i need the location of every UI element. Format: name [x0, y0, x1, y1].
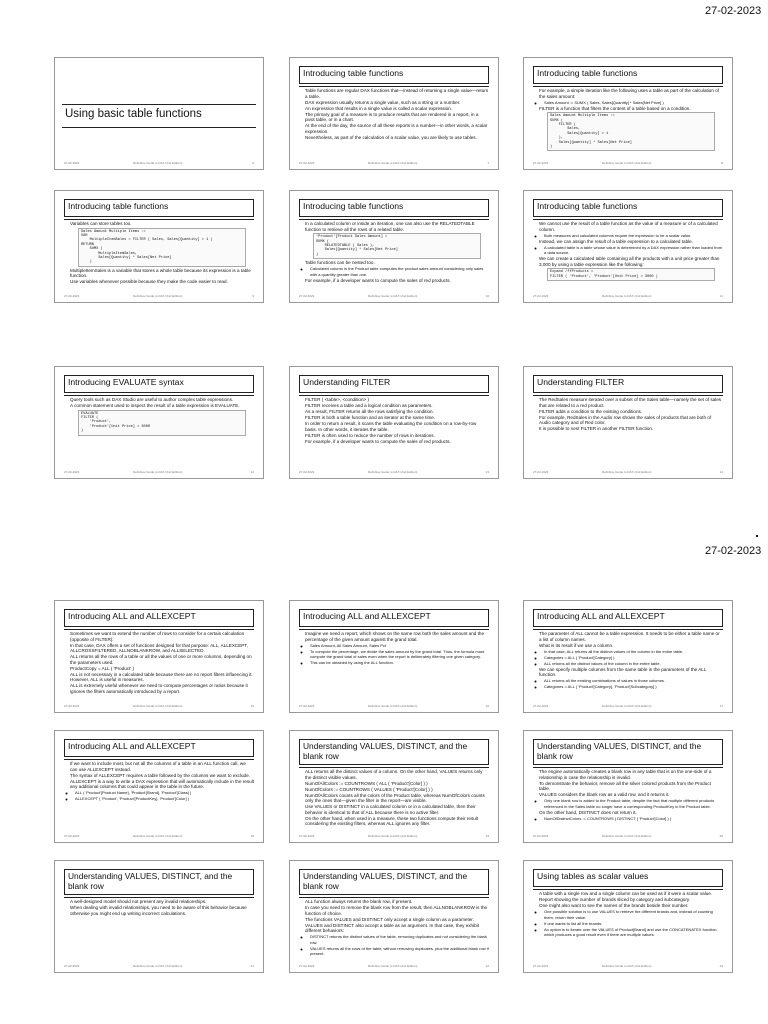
footer-book: Definitive Guide to DAX (2nd Edition) — [368, 470, 418, 474]
footer-page-number: 10 — [485, 294, 489, 298]
slide-thumbnail[interactable] — [289, 730, 499, 843]
code-block: 'Product'[Product Sales Amount] = SUMX ( RELATEDTABLE ( Sales ), Sales[Quantity] * Sales[Net Price] ) — [313, 233, 481, 259]
slide-title: Understanding VALUES, DISTINCT, and the blank row — [303, 871, 468, 891]
footer-page-number: 13 — [485, 470, 489, 474]
footer-page-number: 12 — [250, 470, 254, 474]
footer-date: 27-02-2023 — [299, 294, 315, 298]
slide-thumbnail[interactable] — [54, 57, 264, 170]
footer-page-number: 23 — [719, 964, 723, 968]
slide-thumbnail[interactable] — [523, 600, 733, 713]
bullet: • At the end of the day, the source of all these reports is a number—in other words, a scalar expression. — [305, 123, 489, 134]
code-block: Sales Amount Multiple Items := SUMX ( FILTER ( Sales, Sales[Quantity] > 1 ), Sales[Quantity] * Sales[Net Price] ) — [547, 112, 715, 151]
bullet: • A well-designed model should not present any invalid relationships. — [70, 899, 254, 905]
bullet: • In order to return a result, it scans the table evaluating the condition on a row-by-row basis. In other words, it iterates the table. — [305, 421, 489, 432]
footer-book: Definitive Guide to DAX (2nd Edition) — [368, 294, 418, 298]
bullet: • The syntax of ALLEXCEPT requires a table followed by the columns we want to exclude. — [70, 773, 254, 779]
slide-title: Using basic table functions — [65, 108, 202, 120]
footer-page-number: 20 — [719, 834, 723, 838]
slide-title-block — [299, 199, 489, 217]
slide-footer — [524, 161, 732, 166]
slide-thumbnail[interactable] — [54, 366, 264, 479]
footer-book: Definitive Guide to DAX (2nd Edition) — [133, 964, 183, 968]
slide-title-block — [299, 869, 489, 895]
bullet: • For example, if a developer wants to compute the sales of red products. — [305, 439, 489, 445]
footer-page-number: 21 — [250, 964, 254, 968]
slide-body — [299, 897, 489, 958]
footer-date: 27-02-2023 — [299, 161, 315, 165]
code-block: Sales Amount Multiple Items := VAR MultipleItemSales = FILTER ( Sales, Sales[Quantity] > 1 ) RETURN SUMX ( MultipleItemSales, Sales[Quantity] * Sales[Net Price] ) — [78, 228, 246, 267]
slide-thumbnail[interactable] — [523, 57, 733, 170]
slide-footer — [55, 834, 263, 839]
bullet: • One might also want to see the names of the brands beside their number. — [539, 903, 723, 909]
slide-body — [533, 767, 723, 828]
bullet: • FILTER receives a table and a logical condition as parameters. — [305, 403, 489, 409]
slide-title-block — [533, 66, 723, 84]
slide-body — [299, 767, 489, 828]
slide-body — [64, 219, 254, 288]
sub-bullet: ◦ This can be obtained by using the ALL function. — [310, 660, 489, 666]
sub-bullet: ◦ Categories = ALL ( 'Product'[Category] ) — [544, 655, 723, 661]
footer-date: 27-02-2023 — [64, 161, 80, 165]
sub-bullet: ◦ To compute the percentage, we divide the sales amount by the grand total. Thus, the formula must compute the grand total of sales even when the report is deliberately filtering one given category. — [310, 649, 489, 660]
sub-bullet: ◦ ALLEXCEPT ( 'Product', 'Product'[ProductKey], 'Product'[Color] ) — [75, 796, 254, 802]
footer-book: Definitive Guide to DAX (2nd Edition) — [133, 161, 183, 165]
slide-title: Introducing ALL and ALLEXCEPT — [537, 611, 665, 621]
footer-date: 27-02-2023 — [64, 294, 80, 298]
sub-bullet: ◦ Calculated column in the Product table computes the product sales amount considering only sales with a quantity greater than one. — [310, 266, 489, 277]
sub-bullet: ◦ A calculated table is a table whose value is determined by a DAX expression rather than loaded from a data source. — [544, 245, 723, 256]
bullet: • For example, if a developer wants to compute the sales of red products. — [305, 278, 489, 284]
bullet: • VALUES considers the blank row as a valid row, and it returns it. — [539, 792, 723, 798]
slide-title-block — [299, 609, 489, 627]
sub-bullet: ◦ Categories = ALL ( 'Product'[Category], 'Product'[Subcategory] ) — [544, 684, 723, 690]
bullet: • An expression that results in a single value is called a scalar expression. — [305, 106, 489, 112]
footer-date: 27-02-2023 — [299, 834, 315, 838]
footer-page-number: 8 — [721, 161, 723, 165]
footer-book: Definitive Guide to DAX (2nd Edition) — [602, 294, 652, 298]
slide-body — [299, 86, 489, 155]
bullet: • Sometimes we want to extend the number of rows to consider for a certain calculation (opposite of FILTER). — [70, 631, 254, 642]
slide-thumbnail[interactable] — [289, 57, 499, 170]
footer-book: Definitive Guide to DAX (2nd Edition) — [133, 294, 183, 298]
slide-body — [533, 86, 723, 155]
slide-title-block — [299, 66, 489, 84]
footer-date: 27-02-2023 — [533, 470, 549, 474]
slide-footer — [290, 294, 498, 299]
bullet: • Imagine we need a report, which shows on the same row both the sales amount and the percentage of the given amount against the grand total. — [305, 631, 489, 642]
footer-page-number: 11 — [719, 294, 723, 298]
bullet: • FILTER is often used to reduce the number of rows in iterations. — [305, 433, 489, 439]
sub-bullet: ◦ An option is to iterate over the VALUES of Product[Brand] and use the CONCATENATEX function, which produces a good result even if there are multiple values. — [544, 927, 723, 938]
bullet: • Use VALUES or DISTINCT in a calculated column or in a calculated table, then their behavior is identical to that of ALL because there is no active filter. — [305, 804, 489, 815]
slide-footer — [290, 470, 498, 475]
bullet: • Table functions are regular DAX functions that—instead of returning a single value—return a table. — [305, 88, 489, 99]
sub-bullet: ◦ In that case, ALL returns all the distinct values of the column in the entire table. — [544, 649, 723, 655]
slide-title-block — [299, 739, 489, 765]
slide-title: Introducing table functions — [303, 201, 404, 211]
bullet: • NumOfColors := COUNTROWS ( VALUES ( 'Product'[Color] ) ) — [305, 787, 489, 793]
slide-body — [299, 395, 489, 464]
slide-body — [64, 897, 254, 958]
bullet: • Nevertheless, as part of the calculation of a scalar value, you are likely to use tables. — [305, 135, 489, 141]
footer-page-number: 17 — [719, 704, 723, 708]
slide-footer — [290, 704, 498, 709]
bullet: • As a result, FILTER returns all the rows satisfying the condition. — [305, 409, 489, 415]
slide-title-block — [533, 609, 723, 627]
footer-date: 27-02-2023 — [64, 834, 80, 838]
footer-date: 27-02-2023 — [533, 834, 549, 838]
header-date: 27-02-2023 — [705, 5, 762, 17]
sub-bullet: ◦ DISTINCT returns the distinct values of the table, removing duplicates and not considering the blank row. — [310, 934, 489, 945]
bullet: • The primary goal of a measure is to produce results that are rendered in a report, in a pivot table, or in a chart. — [305, 112, 489, 123]
slide-title: Introducing ALL and ALLEXCEPT — [68, 741, 196, 751]
slide-footer — [524, 834, 732, 839]
footer-page-number: 19 — [485, 834, 489, 838]
footer-page-number: 9 — [252, 294, 254, 298]
bullet: • VALUES and DISTINCT also accept a table as an argument. In that case, they exhibit different behaviors: — [305, 923, 489, 934]
bullet: • ProductCopy = ALL ( 'Product' ) — [70, 666, 254, 672]
slide-title-block — [533, 739, 723, 765]
bullet: • FILTER is a function that filters the content of a table based on a condition. — [539, 106, 723, 112]
slide-body — [299, 629, 489, 698]
footer-date: 27-02-2023 — [299, 470, 315, 474]
slide-title: Understanding VALUES, DISTINCT, and the blank row — [537, 741, 702, 761]
sub-bullet: ◦ NumOfDistinctColors := COUNTROWS ( DISTINCT ( 'Product'[Color] ) ) — [544, 816, 723, 822]
footer-date: 27-02-2023 — [64, 704, 80, 708]
slide-footer — [55, 470, 263, 475]
bullet: • The parameter of ALL cannot be a table expression. It needs to be either a table name or a list of column names. — [539, 631, 723, 642]
slide-body — [64, 395, 254, 464]
bullet: • NumOfAllColors counts all the colors of the Product table, whereas NumOfColors counts only the ones that—given the filter in the report—are visible. — [305, 793, 489, 804]
footer-page-number: 16 — [485, 704, 489, 708]
bullet: • FILTER ( <table>, <condition> ) — [305, 397, 489, 403]
slide-thumbnail[interactable] — [54, 730, 264, 843]
footer-date: 27-02-2023 — [533, 294, 549, 298]
slide-footer — [290, 964, 498, 969]
slide-title: Introducing ALL and ALLEXCEPT — [303, 611, 431, 621]
slide-title-block — [64, 609, 254, 627]
footer-date: 27-02-2023 — [533, 161, 549, 165]
footer-page-number: 14 — [719, 470, 723, 474]
footer-book: Definitive Guide to DAX (2nd Edition) — [602, 964, 652, 968]
slide-body — [299, 219, 489, 288]
slide-title-block — [64, 739, 254, 757]
slide-footer — [55, 161, 263, 166]
bullet: • ALL returns all the distinct values of a column. On the other hand, VALUES returns only the distinct visible values. — [305, 769, 489, 780]
footer-page-number: 6 — [252, 161, 254, 165]
sub-bullet: ◦ Only one blank row is added to the Product table, despite the fact that multiple different products referenced in the Sales table no longer have a corresponding ProductKey in the Product table. — [544, 798, 723, 809]
slide-title-block — [64, 375, 254, 393]
slide-footer — [55, 964, 263, 969]
slide-title: Understanding VALUES, DISTINCT, and the blank row — [68, 871, 233, 891]
slide-footer — [290, 834, 498, 839]
bullet: • For example, RedSales in the Audio row shows the sales of products that are both of Audio category and of Red color. — [539, 415, 723, 426]
slide-title: Understanding FILTER — [537, 377, 625, 387]
footer-date: 27-02-2023 — [64, 964, 80, 968]
bullet: • The RedSales measure iterated over a subset of the Sales table—namely the set of sales that are related to a red product. — [539, 397, 723, 408]
slide-title-block — [533, 375, 723, 393]
bullet: • We can create a calculated table containing all the products with a unit price greater than 3,000 by using a table expression like the following: — [539, 256, 723, 267]
slide-body — [64, 629, 254, 698]
bullet: • ALL returns all the rows of a table or all the values of one or more columns, depending on the parameters used. — [70, 654, 254, 665]
footer-book: Definitive Guide to DAX (2nd Edition) — [602, 834, 652, 838]
slide-thumbnail[interactable] — [523, 860, 733, 973]
slide-thumbnail[interactable] — [289, 366, 499, 479]
slide-title-block — [62, 104, 256, 128]
bullet: • DAX expression usually returns a single value, such as a string or a number. — [305, 100, 489, 106]
bullet: • Query tools such as DAX Studio are useful to author complex table expressions. — [70, 397, 254, 403]
footer-book: Definitive Guide to DAX (2nd Edition) — [133, 470, 183, 474]
bullet: • On the other hand, DISTINCT does not return it. — [539, 810, 723, 816]
slide-body — [64, 759, 254, 828]
bullet: • In case you need to remove the blank row from the result, then ALLNOBLANKROW is the function of choice. — [305, 905, 489, 916]
bullet: • It is possible to nest FILTER in another FILTER function. — [539, 426, 723, 432]
slide-footer — [524, 704, 732, 709]
footer-date: 27-02-2023 — [299, 704, 315, 708]
footer-page-number: 18 — [250, 834, 254, 838]
code-line: Expand /ffProducts = — [550, 270, 594, 275]
slide-thumbnail[interactable] — [289, 190, 499, 303]
code-block — [547, 268, 715, 281]
slide-title-block — [533, 199, 723, 217]
sub-bullet: ◦ Both measures and calculated columns require the expression to be a scalar value. — [544, 233, 723, 239]
bullet: • The functions VALUES and DISTINCT only accept a single column as a parameter. — [305, 917, 489, 923]
bullet: • A common statement used to inspect the result of a table expression is EVALUATE. — [70, 403, 254, 409]
footer-book: Definitive Guide to DAX (2nd Edition) — [602, 470, 652, 474]
footer-book: Definitive Guide to DAX (2nd Edition) — [133, 704, 183, 708]
slide-title: Introducing table functions — [68, 201, 169, 211]
slide-thumbnail[interactable] — [523, 730, 733, 843]
bullet: • FILTER is both a table function and an iterator at the same time. — [305, 415, 489, 421]
footer-book: Definitive Guide to DAX (2nd Edition) — [133, 834, 183, 838]
bullet: • ALL function always returns the blank row, if present. — [305, 899, 489, 905]
sub-bullet: ◦ ALL returns all the existing combinations of values in those columns. — [544, 678, 723, 684]
slide-title: Using tables as scalar values — [537, 871, 649, 881]
bullet: • Use variables whenever possible because they make the code easier to read. — [70, 279, 254, 285]
slide-title-block — [533, 869, 723, 887]
slide-title-block — [299, 375, 489, 393]
slide-title: Introducing table functions — [303, 68, 404, 78]
bullet: • We cannot use the result of a table function as the value of a measure or of a calculated column. — [539, 221, 723, 232]
slide-title-block — [64, 869, 254, 895]
slide-body — [533, 219, 723, 288]
bullet: • If we want to include most, but not all the columns of a table in an ALL function call, we can use ALLEXCEPT instead. — [70, 761, 254, 772]
bullet: • When dealing with invalid relationships, you need to be aware of this behavior because otherwise you might end up writing incorrect calculations. — [70, 905, 254, 916]
sub-bullet: ◦ Sales Amount, All Sales Amount, Sales Pct — [310, 643, 489, 649]
bullet: • What is its result if we use a column. — [539, 643, 723, 649]
code-block: EVALUATE FILTER ( 'Product', 'Product'[Unit Price] > 3000 ) — [78, 410, 246, 436]
bullet: • ALL is extremely useful whenever we need to compute percentages or ratios because it ignores the filters automatically introduced by a report. — [70, 683, 254, 694]
bullet: • On the other hand, when used in a measure, these two functions compute their result considering the existing filters, whereas ALL ignores any filter. — [305, 816, 489, 827]
bullet: • In that case, DAX offers a set of functions designed for that purpose: ALL, ALLEXCEPT, ALLCROSSFILTERED, ALLNOBLANKROW, and ALLSELECTED. — [70, 643, 254, 654]
slide-body — [533, 629, 723, 698]
bullet: • In a calculated column or inside an iteration, one can also use the RELATEDTABLE function to retrieve all the rows of a related table. — [305, 221, 489, 232]
footer-book: Definitive Guide to DAX (2nd Edition) — [602, 161, 652, 165]
slide-thumbnail[interactable] — [54, 190, 264, 303]
footer-page-number: 15 — [250, 704, 254, 708]
slide-thumbnail[interactable] — [289, 600, 499, 713]
slide-footer — [290, 161, 498, 166]
bullet: • FILTER adds a condition to the existing conditions. — [539, 409, 723, 415]
footer-book: Definitive Guide to DAX (2nd Edition) — [368, 834, 418, 838]
footer-page-number: 22 — [485, 964, 489, 968]
slide-thumbnail[interactable] — [523, 190, 733, 303]
slide-footer — [524, 470, 732, 475]
bullet: • To demonstrate the behavior, remove all the silver colored products from the Product table. — [539, 781, 723, 792]
slide-title: Introducing table functions — [537, 201, 638, 211]
slide-footer — [55, 294, 263, 299]
footer-date: 27-02-2023 — [64, 470, 80, 474]
bullet: • Report showing the number of brands sliced by category and subcategory. — [539, 897, 723, 903]
slide-title: Introducing table functions — [537, 68, 638, 78]
footer-book: Definitive Guide to DAX (2nd Edition) — [368, 161, 418, 165]
slide-title: Introducing ALL and ALLEXCEPT — [68, 611, 196, 621]
slide-footer — [524, 964, 732, 969]
sub-bullet: ◦ One possible solution is to use VALUES to retrieve the different brands and, instead of counting them, return their value. — [544, 909, 723, 920]
footer-date: 27-02-2023 — [533, 964, 549, 968]
footer-page-number: 7 — [487, 161, 489, 165]
slide-thumbnail[interactable] — [54, 600, 264, 713]
bullet: • ALLEXCEPT is a way to write a DAX expression that will automatically include in the result any additional columns that could appear in the table in the future. — [70, 779, 254, 790]
footer-date: 27-02-2023 — [299, 964, 315, 968]
slide-body — [533, 395, 723, 464]
slide-thumbnail[interactable] — [54, 860, 264, 973]
slide-footer — [55, 704, 263, 709]
slide-thumbnail[interactable] — [289, 860, 499, 973]
header-date: 27-02-2023 — [705, 545, 762, 557]
footer-book: Definitive Guide to DAX (2nd Edition) — [368, 964, 418, 968]
sub-bullet: ◦ ALL returns all the distinct values of the column in the entire table. — [544, 661, 723, 667]
bullet: • Table functions can be nested too. — [305, 260, 489, 266]
slide-footer — [524, 294, 732, 299]
footer-book: Definitive Guide to DAX (2nd Edition) — [368, 704, 418, 708]
sub-bullet: ◦ VALUES returns all the rows of the table, without removing duplicates, plus the additional blank row if present. — [310, 946, 489, 957]
bullet: • MultipleItemSales is a variable that stores a whole table because its expression is a table function. — [70, 268, 254, 279]
slide-body — [533, 889, 723, 958]
bullet: • NumOfAllColors := COUNTROWS ( ALL ( 'Product'[Color] ) ) — [305, 781, 489, 787]
sub-bullet: ◦ ALL ( 'Product'[Product Name], 'Product'[Brand], 'Product'[Class] ) — [75, 790, 254, 796]
slide-title: Understanding FILTER — [303, 377, 391, 387]
bullet: • ALL is not necessary in a calculated table because there are no report filters influencing it. However, ALL is useful in measures. — [70, 672, 254, 683]
code-line: FILTER ( 'Product', 'Product'[Unit Price] > 3000 ) — [550, 274, 658, 279]
slide-title-block — [64, 199, 254, 217]
sub-bullet: ◦ Sales Amount := SUMX ( Sales, Sales[Quantity] * Sales[Net Price] ) — [544, 100, 723, 106]
bullet: • Instead, we can assign the result of a table expression to a calculated table. — [539, 239, 723, 245]
sub-bullet: ◦ If one wants to list all the brands: — [544, 921, 723, 927]
footer-book: Definitive Guide to DAX (2nd Edition) — [602, 704, 652, 708]
bullet: • A table with a single row and a single column can be used as if it were a scalar value. — [539, 891, 723, 897]
bullet: • For example, a simple iteration like the following uses a table as part of the calculation of the sales amount: — [539, 88, 723, 99]
footer-date: 27-02-2023 — [533, 704, 549, 708]
slide-thumbnail[interactable] — [523, 366, 733, 479]
bullet: • The engine automatically creates a blank row in any table that is on the one-side of a relationship in case the relationship is invalid. — [539, 769, 723, 780]
slide-title: Introducing EVALUATE syntax — [68, 377, 184, 387]
bullet: • Variables can store tables too. — [70, 221, 254, 227]
cursor-dot — [756, 535, 758, 537]
bullet: • We can specify multiple columns from the same table in the parameters of the ALL function. — [539, 667, 723, 678]
slide-title: Understanding VALUES, DISTINCT, and the blank row — [303, 741, 468, 761]
